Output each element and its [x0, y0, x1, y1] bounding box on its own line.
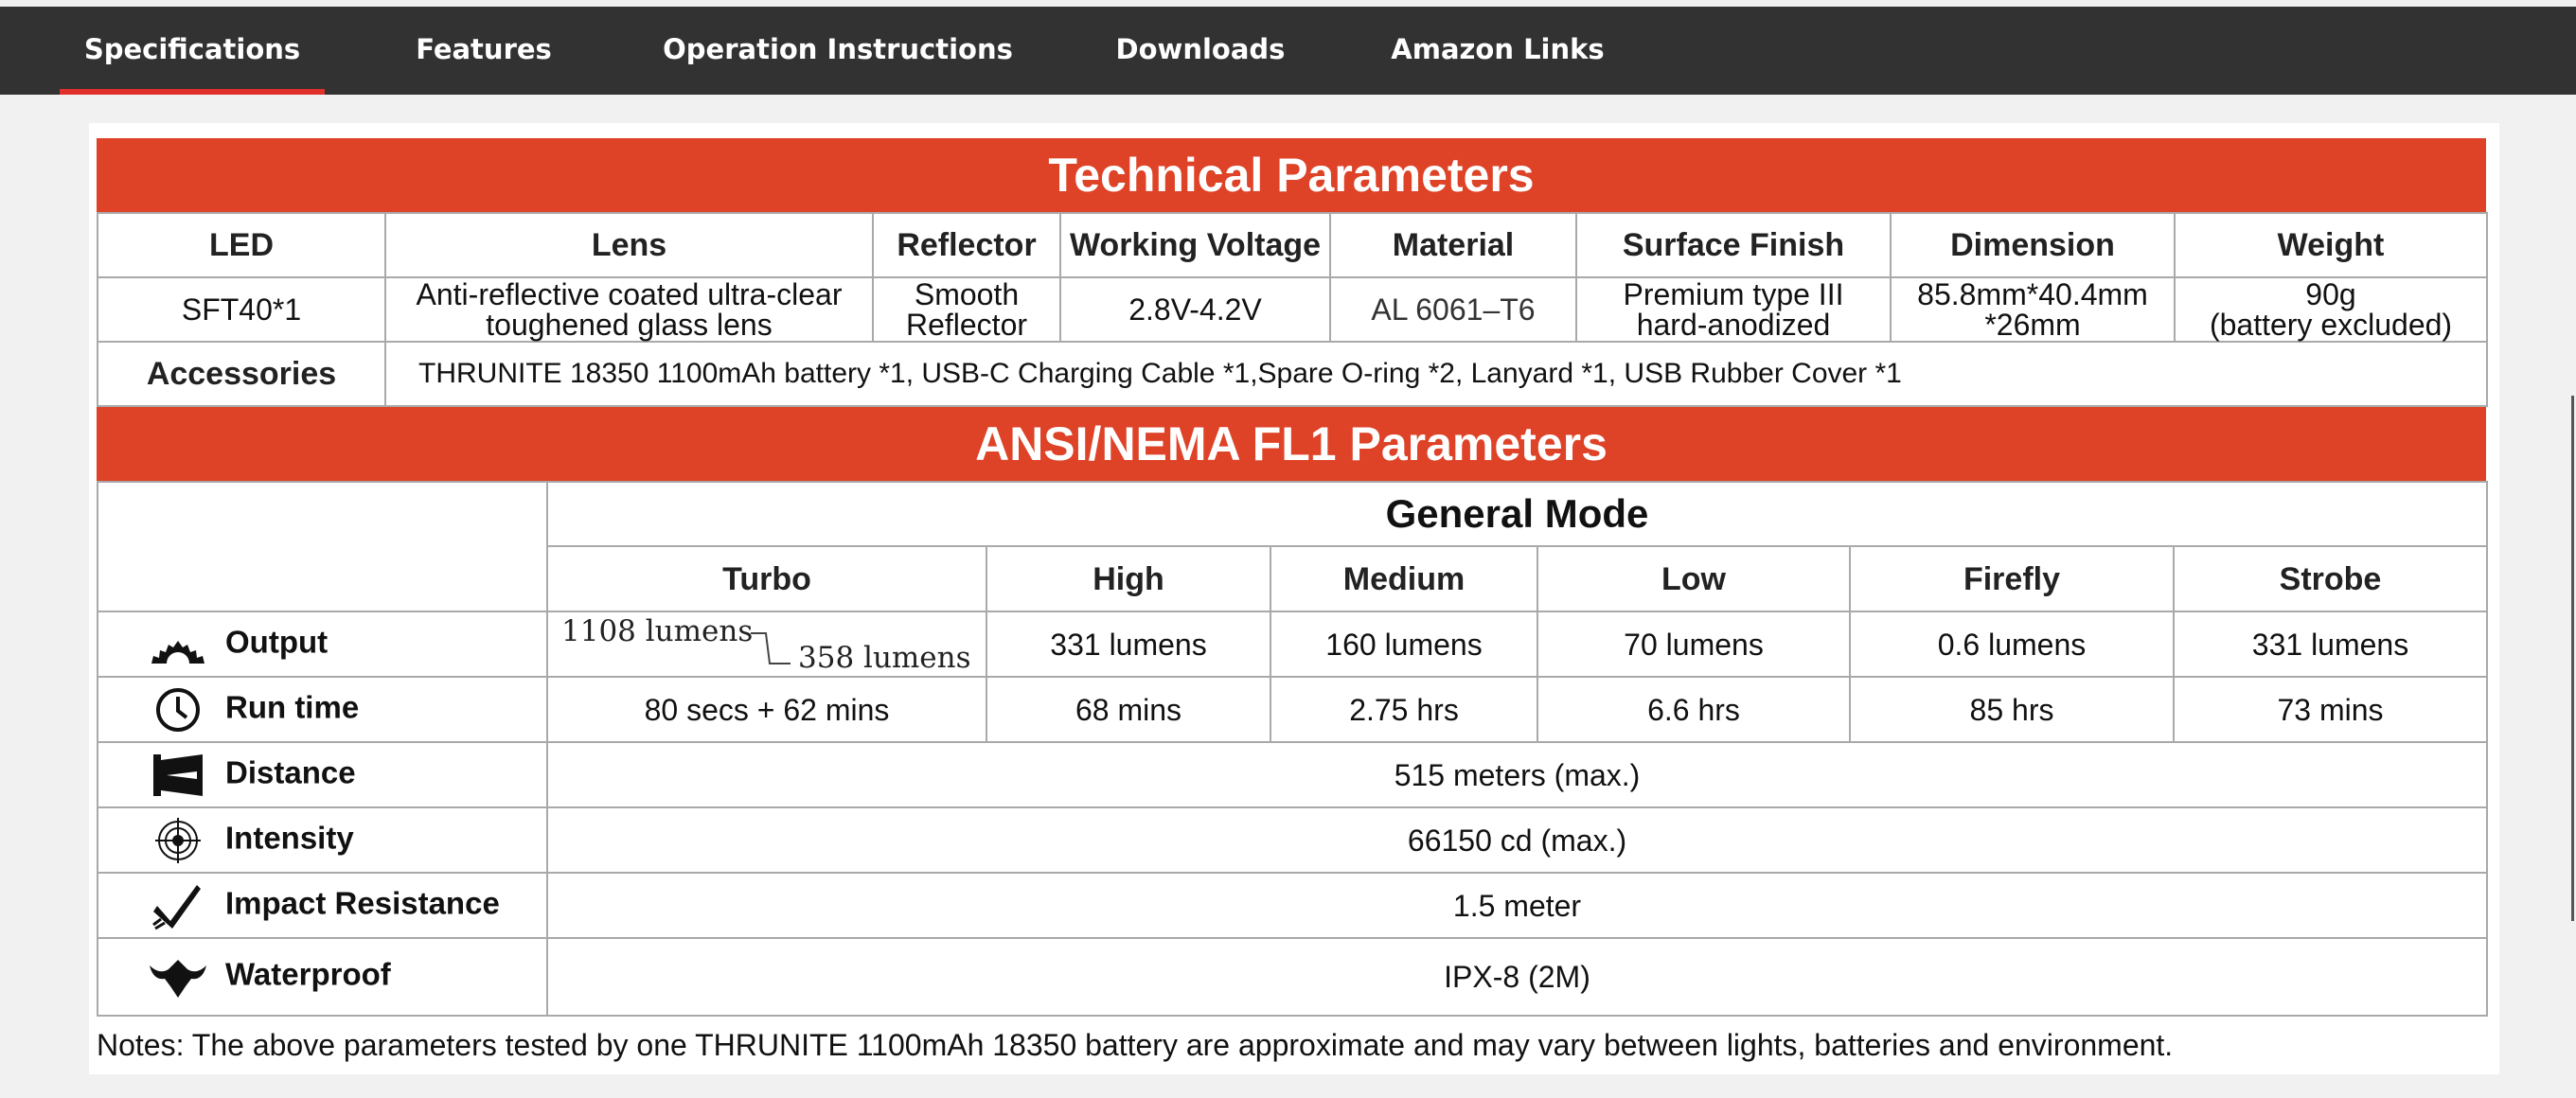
spec-sheet — [89, 123, 2499, 1074]
distance-row — [98, 742, 2487, 807]
lens-line-1: Anti-reflective coated ultra-clear — [416, 277, 843, 311]
value-lens — [385, 277, 873, 342]
waterproof-value: IPX-8 (2M) — [547, 938, 2487, 1016]
mode-firefly: Firefly — [1850, 546, 2174, 611]
mode-strobe: Strobe — [2174, 546, 2487, 611]
header-led: LED — [98, 213, 385, 277]
technical-table — [97, 212, 2488, 407]
runtime-label-cell — [98, 677, 547, 742]
lens-line-2: toughened glass lens — [486, 308, 773, 342]
notes-text: Notes: The above parameters tested by one THRUNITE 1100mAh 18350 battery are approximate and may vary between lights, batteries and environment. — [97, 1028, 2174, 1062]
output-strobe: 331 lumens — [2174, 611, 2487, 677]
runtime-row — [98, 677, 2487, 742]
runtime-strobe: 73 mins — [2174, 677, 2487, 742]
tab-specifications[interactable]: Specifications — [60, 7, 325, 95]
dimension-line-1: 85.8mm*40.4mm — [1917, 277, 2148, 311]
value-led: SFT40*1 — [98, 277, 385, 342]
waterproof-label-cell — [98, 938, 547, 1016]
technical-value-row — [98, 277, 2487, 342]
gear-icon — [148, 620, 208, 669]
general-mode-title: General Mode — [547, 482, 2487, 546]
accessories-label: Accessories — [98, 342, 385, 406]
mode-low: Low — [1537, 546, 1850, 611]
ansi-parameters-title — [97, 407, 2486, 481]
output-label-cell — [98, 611, 547, 677]
value-material: AL 6061–T6 — [1330, 277, 1576, 342]
mode-high: High — [986, 546, 1270, 611]
value-weight — [2175, 277, 2487, 342]
header-lens: Lens — [385, 213, 873, 277]
output-label: Output — [225, 624, 329, 660]
output-turbo — [547, 611, 986, 677]
header-weight: Weight — [2175, 213, 2487, 277]
ansi-title-text: ANSI/NEMA FL1 Parameters — [975, 417, 1608, 470]
dimension-line-2: *26mm — [1984, 308, 2081, 342]
tab-downloads[interactable]: Downloads — [1115, 33, 1286, 65]
finish-line-1: Premium type III — [1623, 277, 1844, 311]
value-surface-finish — [1576, 277, 1891, 342]
runtime-low: 6.6 hrs — [1537, 677, 1850, 742]
technical-title-text: Technical Parameters — [1048, 149, 1535, 202]
intensity-value: 66150 cd (max.) — [547, 807, 2487, 873]
waterproof-label: Waterproof — [225, 956, 391, 992]
tab-operation-instructions[interactable]: Operation Instructions — [663, 33, 1013, 65]
beam-distance-icon — [148, 751, 208, 800]
header-reflector: Reflector — [873, 213, 1060, 277]
distance-label-cell — [98, 742, 547, 807]
impact-value: 1.5 meter — [547, 873, 2487, 938]
ansi-table — [97, 481, 2488, 1017]
scrollbar-edge[interactable] — [2571, 396, 2574, 921]
reflector-line-1: Smooth — [914, 277, 1020, 311]
value-working-voltage: 2.8V-4.2V — [1060, 277, 1330, 342]
impact-label-cell — [98, 873, 547, 938]
intensity-label: Intensity — [225, 820, 354, 856]
technical-parameters-title — [97, 138, 2486, 212]
value-dimension — [1891, 277, 2175, 342]
intensity-label-cell — [98, 807, 547, 873]
step-down-line-icon — [749, 626, 796, 673]
empty-corner-top — [98, 482, 547, 546]
output-medium: 160 lumens — [1270, 611, 1537, 677]
runtime-turbo: 80 secs + 62 mins — [547, 677, 986, 742]
mode-turbo: Turbo — [547, 546, 986, 611]
distance-label: Distance — [225, 754, 356, 790]
top-navigation — [0, 7, 2576, 95]
value-reflector — [873, 277, 1060, 342]
runtime-firefly: 85 hrs — [1850, 677, 2174, 742]
empty-corner-bottom — [98, 546, 547, 611]
header-dimension: Dimension — [1891, 213, 2175, 277]
crosshair-target-icon — [148, 816, 208, 865]
clock-icon — [148, 685, 208, 735]
runtime-medium: 2.75 hrs — [1270, 677, 1537, 742]
turbo-end-lumens: 358 lumens — [798, 641, 971, 675]
checkmark-impact-icon — [148, 881, 208, 930]
waterproof-row — [98, 938, 2487, 1016]
water-splash-icon — [148, 952, 208, 1001]
reflector-line-2: Reflector — [905, 308, 1028, 342]
distance-value: 515 meters (max.) — [547, 742, 2487, 807]
mode-header-row — [98, 546, 2487, 611]
tab-features[interactable]: Features — [416, 33, 552, 65]
impact-label: Impact Resistance — [225, 885, 500, 921]
weight-line-2: (battery excluded) — [2209, 308, 2453, 342]
general-mode-row — [98, 482, 2487, 546]
output-firefly: 0.6 lumens — [1850, 611, 2174, 677]
runtime-label: Run time — [225, 689, 360, 725]
header-material: Material — [1330, 213, 1576, 277]
tab-amazon-links[interactable]: Amazon Links — [1391, 33, 1605, 65]
turbo-start-lumens: 1108 lumens — [561, 614, 754, 648]
accessories-row — [98, 342, 2487, 406]
finish-line-2: hard-anodized — [1636, 308, 1831, 342]
output-row — [98, 611, 2487, 677]
output-high: 331 lumens — [986, 611, 1270, 677]
runtime-high: 68 mins — [986, 677, 1270, 742]
header-working-voltage: Working Voltage — [1060, 213, 1330, 277]
weight-line-1: 90g — [2305, 277, 2356, 311]
output-low: 70 lumens — [1537, 611, 1850, 677]
intensity-row — [98, 807, 2487, 873]
technical-header-row — [98, 213, 2487, 277]
header-surface-finish: Surface Finish — [1576, 213, 1891, 277]
accessories-value: THRUNITE 18350 1100mAh battery *1, USB-C Charging Cable *1,Spare O-ring *2, Lanyard *1, USB Rubber Cover *1 — [385, 342, 2487, 406]
impact-row — [98, 873, 2487, 938]
mode-medium: Medium — [1270, 546, 1537, 611]
